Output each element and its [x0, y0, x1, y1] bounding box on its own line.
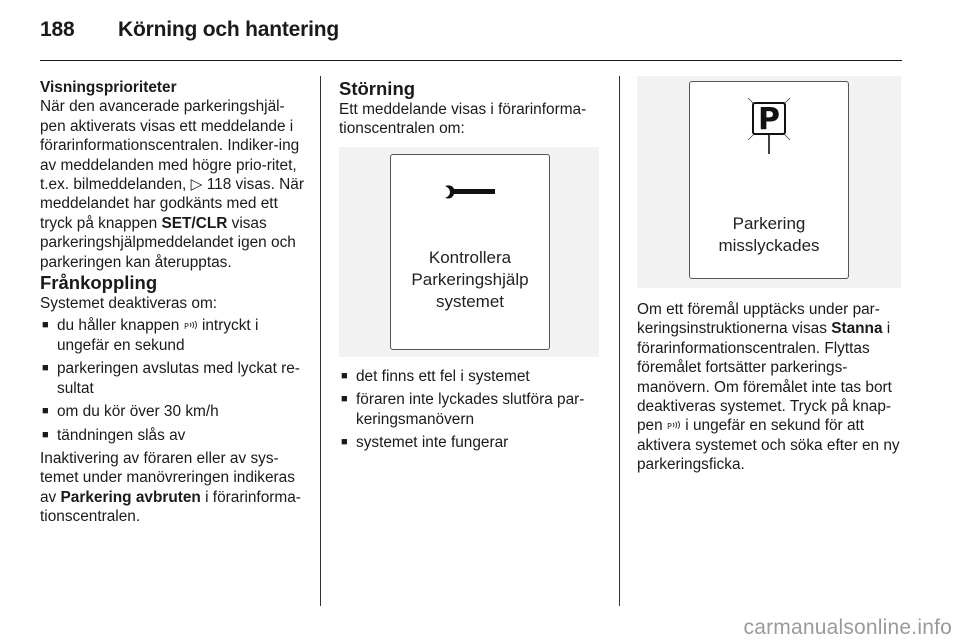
list-item: [40, 316, 306, 355]
column-3: [637, 78, 903, 475]
col3-text-c: i ungefär en sekund för att aktivera systemet och söka efter en ny parkeringsficka.: [637, 417, 900, 474]
priority-text-a: När den avancerade parkeringshjäl-pen aktiverats visas ett meddelande i förarinformationscentralen. Indiker-ing av meddelanden med högre prio-ritet, t.ex. bilmeddelanden,: [40, 98, 300, 194]
priority-paragraph: [40, 97, 306, 272]
off-text-b: i förarinforma-tionscentralen.: [40, 488, 301, 526]
svg-text:P: P: [183, 322, 189, 332]
set-clr-label: SET/CLR: [161, 214, 228, 232]
column-divider-2: [619, 76, 620, 606]
col3-text-b: i förarinformationscentralen. Flyttas föremålet fortsätter parkerings-manövern. Om föremålet inte tas bort deaktiveras systemet. Tryck på knap-pen: [637, 320, 892, 435]
svg-text:P: P: [666, 422, 672, 432]
col3-text-a: Om ett föremål upptäcks under par-keringsinstruktionerna visas: [637, 301, 880, 338]
parking-failed-icon: [746, 96, 792, 158]
parking-failed-panel: [689, 81, 849, 279]
parking-assist-icon: [667, 420, 681, 431]
list-item: ■ föraren inte lyckades slutföra par-keringsmanövern: [339, 390, 607, 429]
list-item: ■ parkeringen avslutas med lyckat re-sultat: [40, 359, 306, 398]
off-paragraph: [40, 449, 306, 527]
page-header: [40, 18, 339, 42]
list-item: ■ systemet inte fungerar: [339, 433, 607, 452]
fault-display-text: [391, 247, 549, 313]
priority-text-c: visas parkeringshjälpmeddelandet igen och parkeringen kan återupptas.: [40, 214, 296, 271]
fault-heading: Störning: [339, 78, 416, 99]
stop-label: Stanna: [831, 320, 883, 338]
column-2: [339, 78, 607, 456]
fault-display-line-2: Parkeringshjälp: [411, 269, 529, 289]
parking-failed-line-2: misslyckades: [718, 236, 820, 255]
off-item1-text-a: du håller knappen: [57, 317, 180, 335]
off-item1-text-b: intryckt i ungefär en sekund: [57, 317, 259, 354]
list-item: ■ det finns ett fel i systemet: [339, 367, 607, 386]
parking-failed-text: [690, 213, 848, 257]
svg-text:P: P: [758, 102, 780, 137]
parking-failed-paragraph: [637, 300, 903, 475]
header-rule: [40, 60, 902, 61]
list-item: ■ tändningen slås av: [40, 426, 306, 445]
off-list: [40, 316, 306, 444]
fault-intro: Ett meddelande visas i förarinforma-tionscentralen om:: [339, 101, 587, 138]
fault-list: [339, 367, 607, 453]
list-item: ■ om du kör över 30 km/h: [40, 402, 306, 421]
off-text-a: Inaktivering av föraren eller av sys-temet under manövreringen indikeras av: [40, 449, 295, 506]
page-reference[interactable]: 118: [206, 176, 232, 194]
priority-heading: Visningsprioriteter: [40, 79, 177, 96]
parking-assist-icon: [184, 320, 198, 331]
priority-text-b: visas. När meddelandet har godkänts med ett tryck på knappen: [40, 176, 304, 232]
parking-aborted-label: Parkering avbruten: [60, 488, 201, 506]
off-intro: Systemet deaktiveras om:: [40, 295, 218, 313]
fault-display-line-1: Kontrollera: [428, 247, 512, 267]
parking-failed-line-1: Parkering: [732, 214, 806, 233]
off-heading: Frånkoppling: [40, 272, 158, 294]
parking-failed-figure: [637, 76, 901, 288]
fault-display-figure: [339, 147, 599, 357]
page-number: 188: [40, 18, 75, 41]
watermark: carmanualsonline.info: [743, 616, 952, 639]
page-title: Körning och hantering: [118, 18, 339, 41]
reference-arrow-icon: ▷: [190, 176, 203, 194]
fault-display-line-3: systemet: [435, 291, 505, 311]
column-1: [40, 78, 306, 527]
column-divider-1: [320, 76, 321, 606]
fault-display-panel: [390, 154, 550, 350]
wrench-icon: [443, 183, 497, 201]
